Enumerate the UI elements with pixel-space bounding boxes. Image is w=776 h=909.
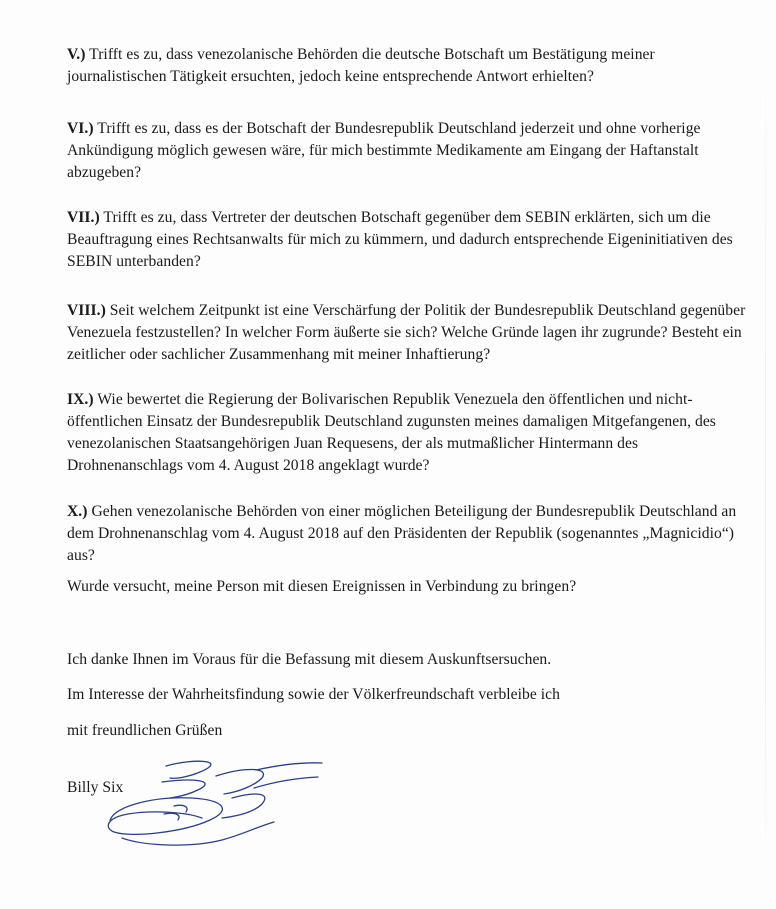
question-text: Trifft es zu, dass Vertreter der deutschen Botschaft gegenüber dem SEBIN erklärten, sich um die Beauftragung eines Rechtsanwalts für mich zu kümmern, und dadurch entsprechende Eigeninitiativen des SEBIN unterbanden? (67, 209, 733, 270)
closing-thanks: Ich danke Ihnen im Voraus für die Befassung mit diesem Auskunftsersuchen. (67, 651, 552, 668)
closing-interest: Im Interesse der Wahrheitsfindung sowie der Völkerfreundschaft verbleibe ich (67, 686, 560, 703)
signatory-name: Billy Six (67, 779, 124, 796)
question-number: V.) (67, 46, 86, 63)
question-v (67, 44, 747, 88)
question-number: VI.) (67, 120, 94, 137)
question-viii (67, 300, 747, 366)
page-edge-shadow (765, 0, 766, 909)
question-text: Trifft es zu, dass es der Botschaft der Bundesrepublik Deutschland jederzeit und ohne vorherige Ankündigung möglich gewesen wäre, für mich bestimmte Medikamente am Eingang der Haftanstalt abzugeben? (67, 120, 701, 181)
question-number: VIII.) (67, 302, 106, 319)
question-x-followup: Wurde versucht, meine Person mit diesen Ereignissen in Verbindung zu bringen? (67, 578, 577, 595)
question-text: Gehen venezolanische Behörden von einer möglichen Beteiligung der Bundesrepublik Deutschland an dem Drohnenanschlag vom 4. August 2018 auf den Präsidenten der Republik (sogenanntes „Magnicidio“) aus? (67, 503, 737, 564)
closing-greeting: mit freundlichen Grüßen (67, 722, 223, 739)
handwritten-signature (104, 752, 334, 862)
question-vi (67, 118, 747, 184)
question-number: X.) (67, 503, 88, 520)
question-text: Seit welchem Zeitpunkt ist eine Verschärfung der Politik der Bundesrepublik Deutschland gegenüber Venezuela festzustellen? In welcher Form äußerte sie sich? Welche Gründe lagen ihr zugrunde? Besteht ein zeitlicher oder sachlicher Zusammenhang mit meiner Inhaftierung? (67, 302, 746, 363)
question-text: Trifft es zu, dass venezolanische Behörden die deutsche Botschaft um Bestätigung meiner journalistischen Tätigkeit ersuchten, jedoch keine entsprechende Antwort erhielten? (67, 46, 655, 85)
question-ix (67, 389, 747, 477)
question-number: IX.) (67, 391, 94, 408)
question-x (67, 501, 747, 567)
question-text: Wie bewertet die Regierung der Bolivarischen Republik Venezuela den öffentlichen und nicht-öffentlichen Einsatz der Bundesrepublik Deutschland zugunsten meines damaligen Mitgefangenen, des venezolanischen Staatsangehörigen Juan Requesens, der als mutmaßlicher Hintermann des Drohnenanschlags vom 4. August 2018 angeklagt wurde? (67, 391, 716, 474)
question-number: VII.) (67, 209, 100, 226)
question-vii (67, 207, 747, 273)
